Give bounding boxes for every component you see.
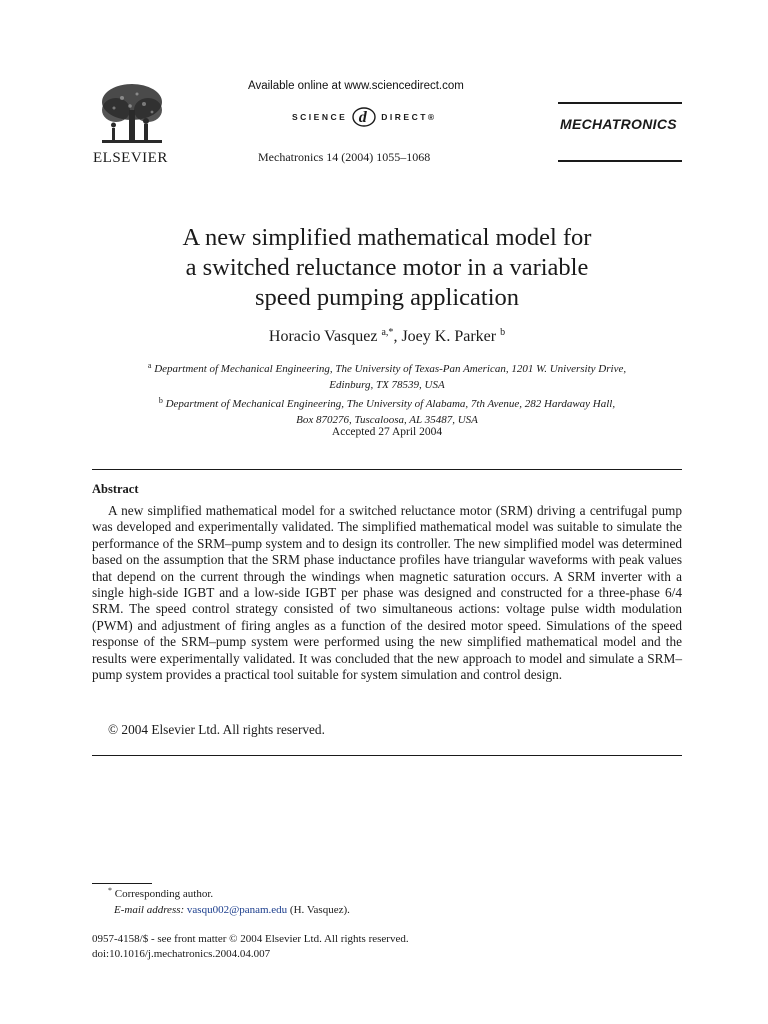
footnote-rule [92,883,152,884]
author-list [92,327,682,346]
affiliation-line [92,393,682,413]
affil-mark: b [158,396,163,405]
author-affil-mark: a,* [381,327,394,338]
journal-name: MECHATRONICS [560,116,677,132]
journal-rule-top [558,102,682,104]
email-link[interactable]: vasqu002@panam.edu [186,904,288,916]
affiliations [92,358,682,428]
sciencedirect-d-icon [351,104,377,130]
title-line: A new simplified mathematical model for [182,224,592,251]
affil-text: Edinburg, TX 78539, USA [329,378,445,391]
title-line: speed pumping application [255,284,519,311]
abstract-rule-top [92,469,682,470]
email-label: E-mail address: [114,904,185,916]
footnote-mark: * [108,886,112,895]
journal-rule-bottom [558,160,682,162]
affil-text: Box 870276, Tuscaloosa, AL 35487, USA [296,413,478,426]
abstract-body: A new simplified mathematical model for a switched reluctance motor (SRM) driving a centrifugal pump was developed and experimentally validated. The simplified mathematical model was suitable to simulate the performance of the SRM–pump system and to design its controller. The new simplified model was determined based on the assumption that the SRM phase inductance profiles have triangular waveforms with peak values that depend on the current through the windings when magnetic saturation occurs. A SRM inverter with a single high-side IGBT and a low-side IGBT per phase was designed and constructed for a three-phase 6/4 SRM. The speed control strategy consisted of two simultaneous actions: voltage pulse width modulation (PWM) and adjustment of firing angles as a function of the desired motor speed. Simulations of the speed response of the SRM–pump system were performed using the new simplified mathematical model and the results were experimentally validated. It was concluded that the new approach to model and simulate a SRM–pump system provides a practical tool suitable for system simulation and control design. [92,503,682,683]
affil-text: Department of Mechanical Engineering, The University of Alabama, 7th Avenue, 282 Hardaway Hall, [165,398,616,410]
email-suffix: (H. Vasquez). [289,904,350,916]
corr-text: Corresponding author. [114,888,214,900]
author-name[interactable]: Joey K. Parker [401,328,497,345]
abstract-rule-bottom [92,755,682,756]
affil-mark: a [147,361,152,370]
sd-left-text: SCIENCE [292,112,348,122]
title-line: a switched reluctance motor in a variable [185,254,589,281]
email-note [114,904,350,916]
publisher-wordmark: ELSEVIER [93,150,168,166]
article-title [92,223,682,313]
author-name[interactable]: Horacio Vasquez [268,328,378,345]
abstract-heading: Abstract [92,482,139,496]
issn-line: 0957-4158/$ - see front matter © 2004 Elsevier Ltd. All rights reserved. [92,933,409,945]
svg-text:d: d [359,109,370,126]
author-affil-mark: b [500,327,506,338]
author-separator: , [393,328,402,345]
journal-reference: Mechatronics 14 (2004) 1055–1068 [258,150,431,164]
doi-line[interactable]: doi:10.1016/j.mechatronics.2004.04.007 [92,948,271,960]
abstract-copyright: © 2004 Elsevier Ltd. All rights reserved. [108,722,325,737]
corresponding-author-note [108,886,213,900]
available-online-text[interactable]: Available online at www.sciencedirect.com [248,80,464,92]
accepted-date: Accepted 27 April 2004 [331,426,443,438]
affiliation-line [92,358,682,378]
sd-right-text: DIRECT® [381,112,437,122]
sciencedirect-logo [292,104,437,130]
affil-text: Department of Mechanical Engineering, The University of Texas-Pan American, 1201 W. University Drive, [154,363,627,375]
